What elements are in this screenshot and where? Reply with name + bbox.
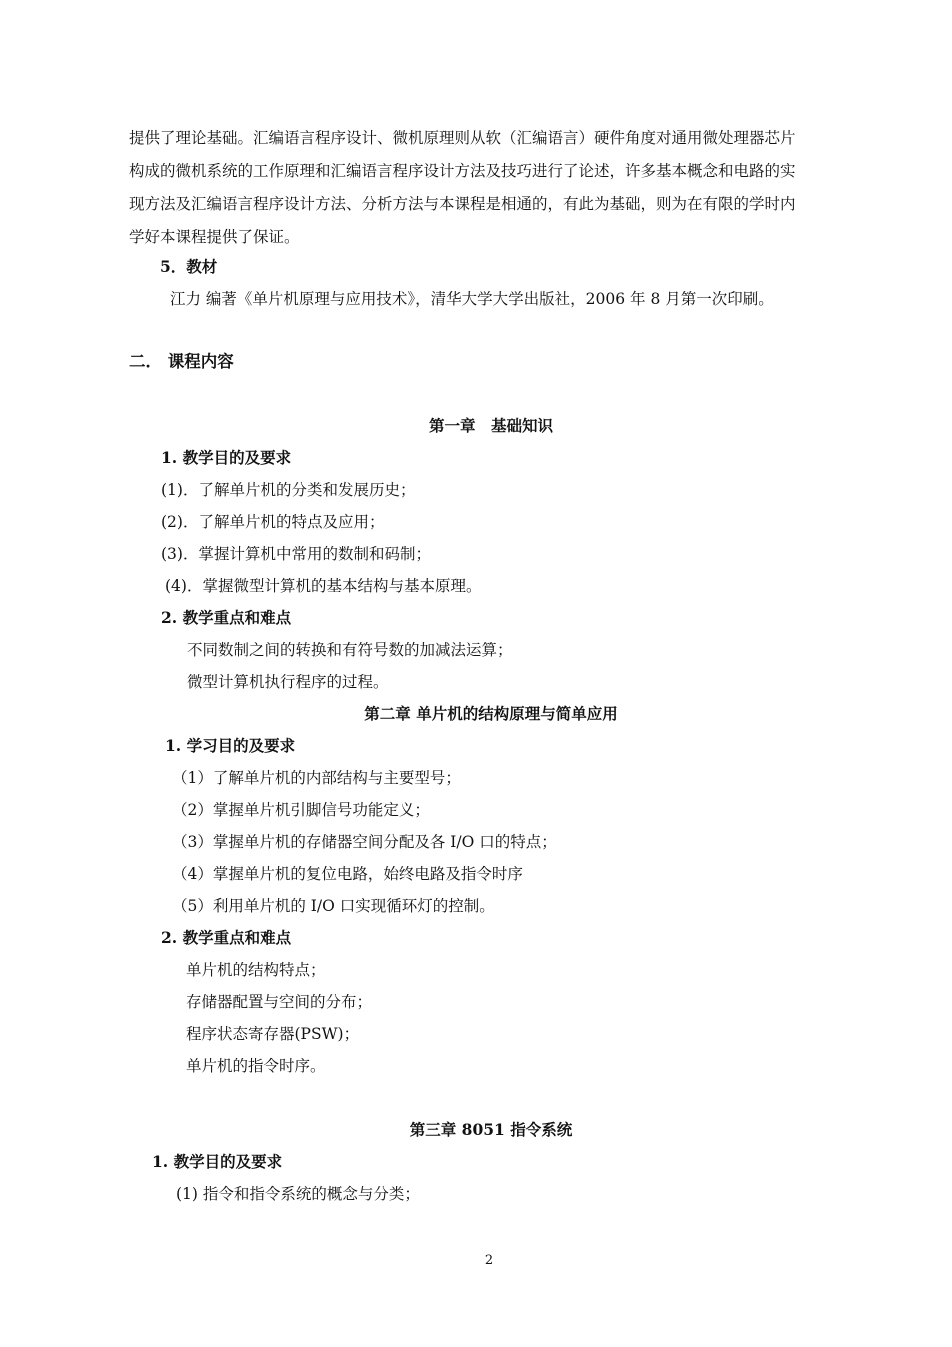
intro-line: 现方法及汇编语言程序设计方法、分析方法与本课程是相通的，有此为基础，则为在有限的学时内 [129, 195, 796, 213]
goal-item: (2)．了解单片机的特点及应用； [161, 513, 385, 531]
textbook-heading: 5．教材 [160, 257, 218, 276]
chapter-title: 第一章 基础知识 [428, 416, 553, 435]
goal-item: （4）掌握单片机的复位电路，始终电路及指令时序 [172, 865, 523, 883]
goal-item: (1) 指令和指令系统的概念与分类； [176, 1185, 420, 1203]
goal-item: （3）掌握单片机的存储器空间分配及各 I/O 口的特点； [172, 833, 557, 851]
chapter-title: 第三章 8051 指令系统 [409, 1120, 573, 1139]
key-point: 微型计算机执行程序的过程。 [187, 673, 389, 691]
textbook-text: 江力 编著《单片机原理与应用技术》，清华大学大学出版社，2006 年 8 月第一次印刷。 [170, 290, 774, 308]
key-point: 单片机的指令时序。 [186, 1057, 326, 1075]
intro-line: 构成的微机系统的工作原理和汇编语言程序设计方法及技巧进行了论述，许多基本概念和电路的实 [129, 162, 796, 180]
goals-heading: 1. 教学目的及要求 [152, 1152, 283, 1171]
key-points-heading: 2. 教学重点和难点 [161, 608, 292, 627]
goals-heading: 1. 教学目的及要求 [161, 448, 292, 467]
key-point: 不同数制之间的转换和有符号数的加减法运算； [187, 641, 513, 659]
page-number: 2 [484, 1253, 494, 1268]
key-points-heading: 2. 教学重点和难点 [161, 928, 292, 947]
section-heading: 二． 课程内容 [129, 352, 234, 371]
goal-item: (3)．掌握计算机中常用的数制和码制； [161, 545, 431, 563]
goal-item: （1）了解单片机的内部结构与主要型号； [172, 769, 461, 787]
chapter-title: 第二章 单片机的结构原理与简单应用 [364, 704, 618, 723]
goals-heading: 1. 学习目的及要求 [165, 736, 296, 755]
key-point: 程序状态寄存器(PSW)； [186, 1025, 360, 1043]
key-point: 单片机的结构特点； [186, 961, 326, 979]
goal-item: (1)．了解单片机的分类和发展历史； [161, 481, 416, 499]
goal-item: （5）利用单片机的 I/O 口实现循环灯的控制。 [172, 897, 495, 915]
intro-line: 学好本课程提供了保证。 [129, 228, 300, 246]
key-point: 存储器配置与空间的分布； [186, 993, 373, 1011]
goal-item: (4)．掌握微型计算机的基本结构与基本原理。 [165, 577, 482, 595]
intro-line: 提供了理论基础。汇编语言程序设计、微机原理则从软（汇编语言）硬件角度对通用微处理器芯片 [129, 129, 796, 147]
goal-item: （2）掌握单片机引脚信号功能定义； [172, 801, 430, 819]
